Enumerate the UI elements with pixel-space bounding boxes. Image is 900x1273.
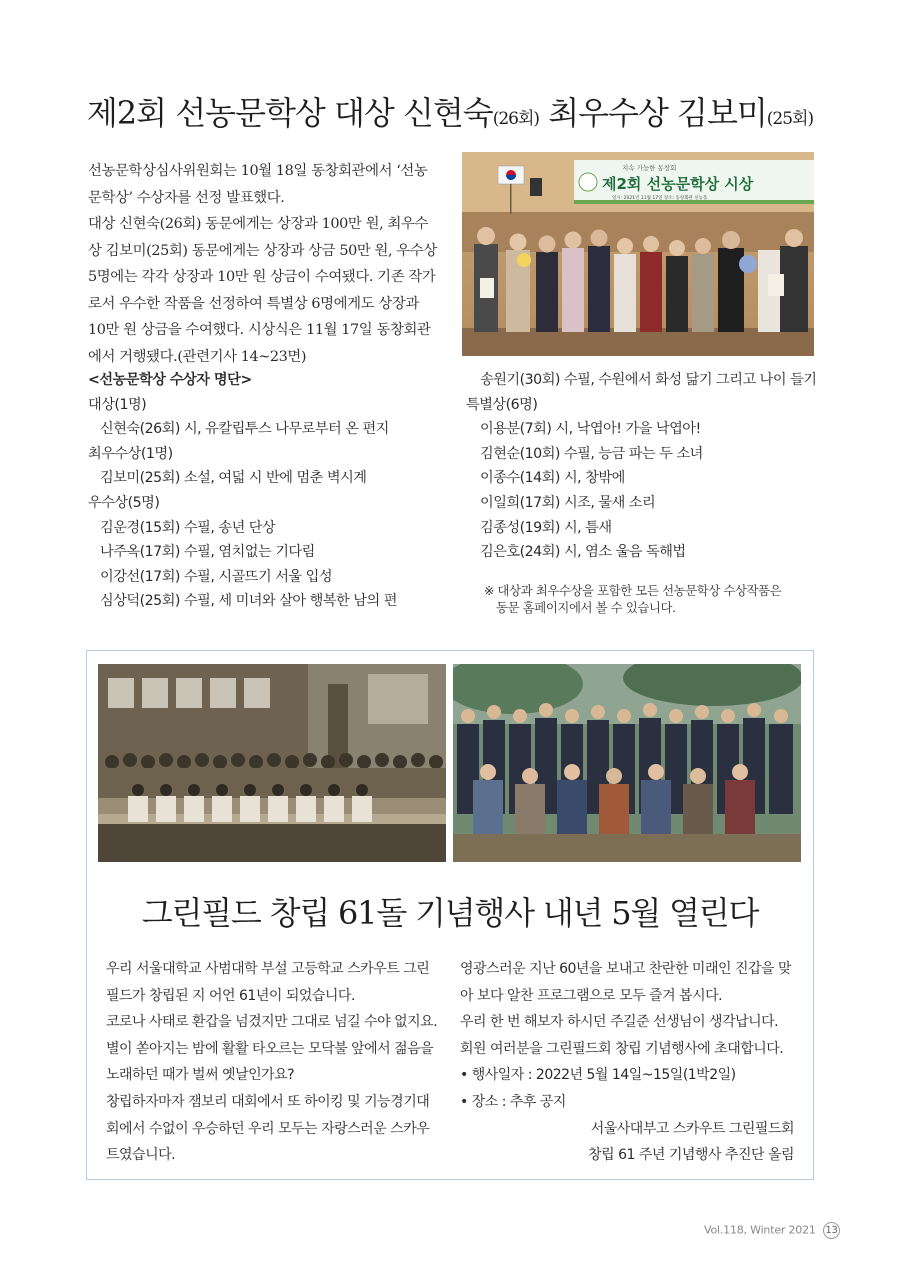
merit-prize-item: 이강선(17회) 수필, 시골뜨기 서울 입성 — [100, 568, 333, 585]
signature-line-2: 창립 61 주년 기념행사 추진단 올림 — [588, 1147, 794, 1164]
article2-right-paragraph-3: 회원 여러분을 그린필드회 창립 기념행사에 초대합니다. — [460, 1040, 784, 1057]
merit-prize-item: 나주옥(17회) 수필, 염치없는 기다림 — [100, 544, 315, 561]
page-number: 13 — [823, 1222, 840, 1239]
banner-sub-text: 일시: 2021년 11월 17일 장소: 동창회관 선농홀 — [612, 196, 708, 201]
article2-left-column — [106, 956, 442, 1169]
article1-title-gen1: (26회) — [492, 109, 540, 129]
page-footer — [704, 1222, 840, 1239]
banner-small-text: 지속 가능한 동창회 — [622, 164, 677, 172]
award-list-header: <선농문학상 수상자 명단> — [88, 372, 252, 388]
event-date-line: • 행사일자 : 2022년 5월 14일~15일(1박2일) — [460, 1067, 736, 1084]
event-place-line: • 장소 : 추후 공지 — [460, 1093, 566, 1110]
article1-title — [0, 88, 900, 134]
article2-left-paragraph-2: 코로나 사태로 환갑을 넘겼지만 그대로 넘길 수야 없지요. 별이 쏟아지는 밤에 활활 타오르는 모닥불 앞에서 젊음을 노래하던 때가 벌써 옛날인가요? — [106, 1014, 438, 1084]
special-prize-item: 이종수(14회) 시, 창밖에 — [480, 470, 625, 487]
special-prize-item: 이일희(17회) 시조, 물새 소리 — [480, 494, 656, 511]
volume-label: Vol.118, Winter 2021 — [704, 1223, 816, 1237]
article1-title-part1: 제2회 선농문학상 대상 신현숙 — [86, 94, 493, 132]
intro-paragraph-2: 대상 신현숙(26회) 동문에게는 상장과 100만 원, 최우수상 김보미(25회) 동문에게는 상장과 상금 50만 원, 우수상 5명에는 각각 상장과 10만 원 상금이 수여됐다. 기존 작가로서 우수한 작품을 선정하여 특별상 6명에게도 상장과 10만 원 상금을 수여했다. 시상식은 11월 17일 동창회관에서 거행됐다.(관련기사 14~23면) — [88, 216, 437, 365]
grand-prize-heading: 대상(1명) — [88, 396, 147, 413]
article2-left-paragraph-3: 창립하자마자 잼보리 대회에서 또 하이킹 및 기능경기대회에서 수없이 우승하던 우리 모두는 자랑스러운 스카우트였습니다. — [106, 1093, 430, 1164]
award-list-right — [466, 368, 826, 565]
merit-prize-item: 심상덕(25회) 수필, 세 미녀와 살아 행복한 남의 편 — [100, 593, 397, 610]
article1-title-part2: 최우수상 김보미 — [539, 94, 767, 132]
article1-title-gen2: (25회) — [766, 109, 814, 129]
article1-intro — [88, 158, 440, 370]
article2-title: 그린필드 창립 61돌 기념행사 내년 5월 열린다 — [141, 894, 759, 932]
special-prize-item: 김종성(19회) 시, 틈새 — [480, 519, 612, 536]
article2-left-paragraph-1: 우리 서울대학교 사범대학 부설 고등학교 스카우트 그린필드가 창립된 지 어언 61년이 되었습니다. — [106, 961, 430, 1004]
special-prize-item: 김은호(24회) 시, 염소 울음 독해법 — [480, 544, 686, 561]
intro-paragraph-1: 선농문학상심사위원회는 10월 18일 동창회관에서 ‘선농문학상’ 수상자를 선정 발표했다. — [88, 163, 428, 206]
article2-right-paragraph-2: 우리 한 번 해보자 하시던 주길준 선생님이 생각납니다. — [460, 1014, 779, 1031]
banner-main-text: 제2회 선농문학상 시상 — [602, 175, 754, 193]
award-note — [484, 582, 814, 616]
merit-prize-item: 김운경(15회) 수필, 송년 단상 — [100, 519, 276, 536]
special-prize-item: 김현순(10회) 수필, 능금 파는 두 소녀 — [480, 445, 703, 462]
excellence-prize-item: 김보미(25회) 소설, 여덟 시 반에 멈춘 벽시계 — [100, 470, 367, 487]
article2-right-column — [460, 956, 800, 1169]
award-ceremony-photo — [462, 152, 814, 356]
special-prize-item: 이용분(7회) 시, 낙엽아! 가을 낙엽아! — [480, 421, 701, 438]
scout-vintage-photo-2 — [453, 664, 801, 862]
merit-prize-heading: 우수상(5명) — [88, 494, 160, 511]
signature-line-1: 서울사대부고 스카우트 그린필드회 — [590, 1120, 794, 1137]
award-note-line-1: ※ 대상과 최우수상을 포함한 모든 선농문학상 수상작품은 — [484, 583, 782, 598]
article2-right-paragraph-1: 영광스러운 지난 60년을 보내고 찬란한 미래인 진갑을 맞아 보다 알찬 프로그램으로 모두 즐겨 봅시다. — [460, 961, 791, 1004]
merit-prize-item: 송원기(30회) 수필, 수원에서 화성 닮기 그리고 나이 들기 — [480, 372, 817, 388]
scout-vintage-photo-1 — [98, 664, 446, 862]
grand-prize-item: 신현숙(26회) 시, 유칼립투스 나무로부터 온 편지 — [100, 421, 389, 438]
special-prize-heading: 특별상(6명) — [466, 396, 538, 413]
excellence-prize-heading: 최우수상(1명) — [88, 445, 173, 462]
award-note-line-2: 동문 홈페이지에서 볼 수 있습니다. — [496, 600, 676, 615]
award-list-left — [88, 368, 448, 614]
